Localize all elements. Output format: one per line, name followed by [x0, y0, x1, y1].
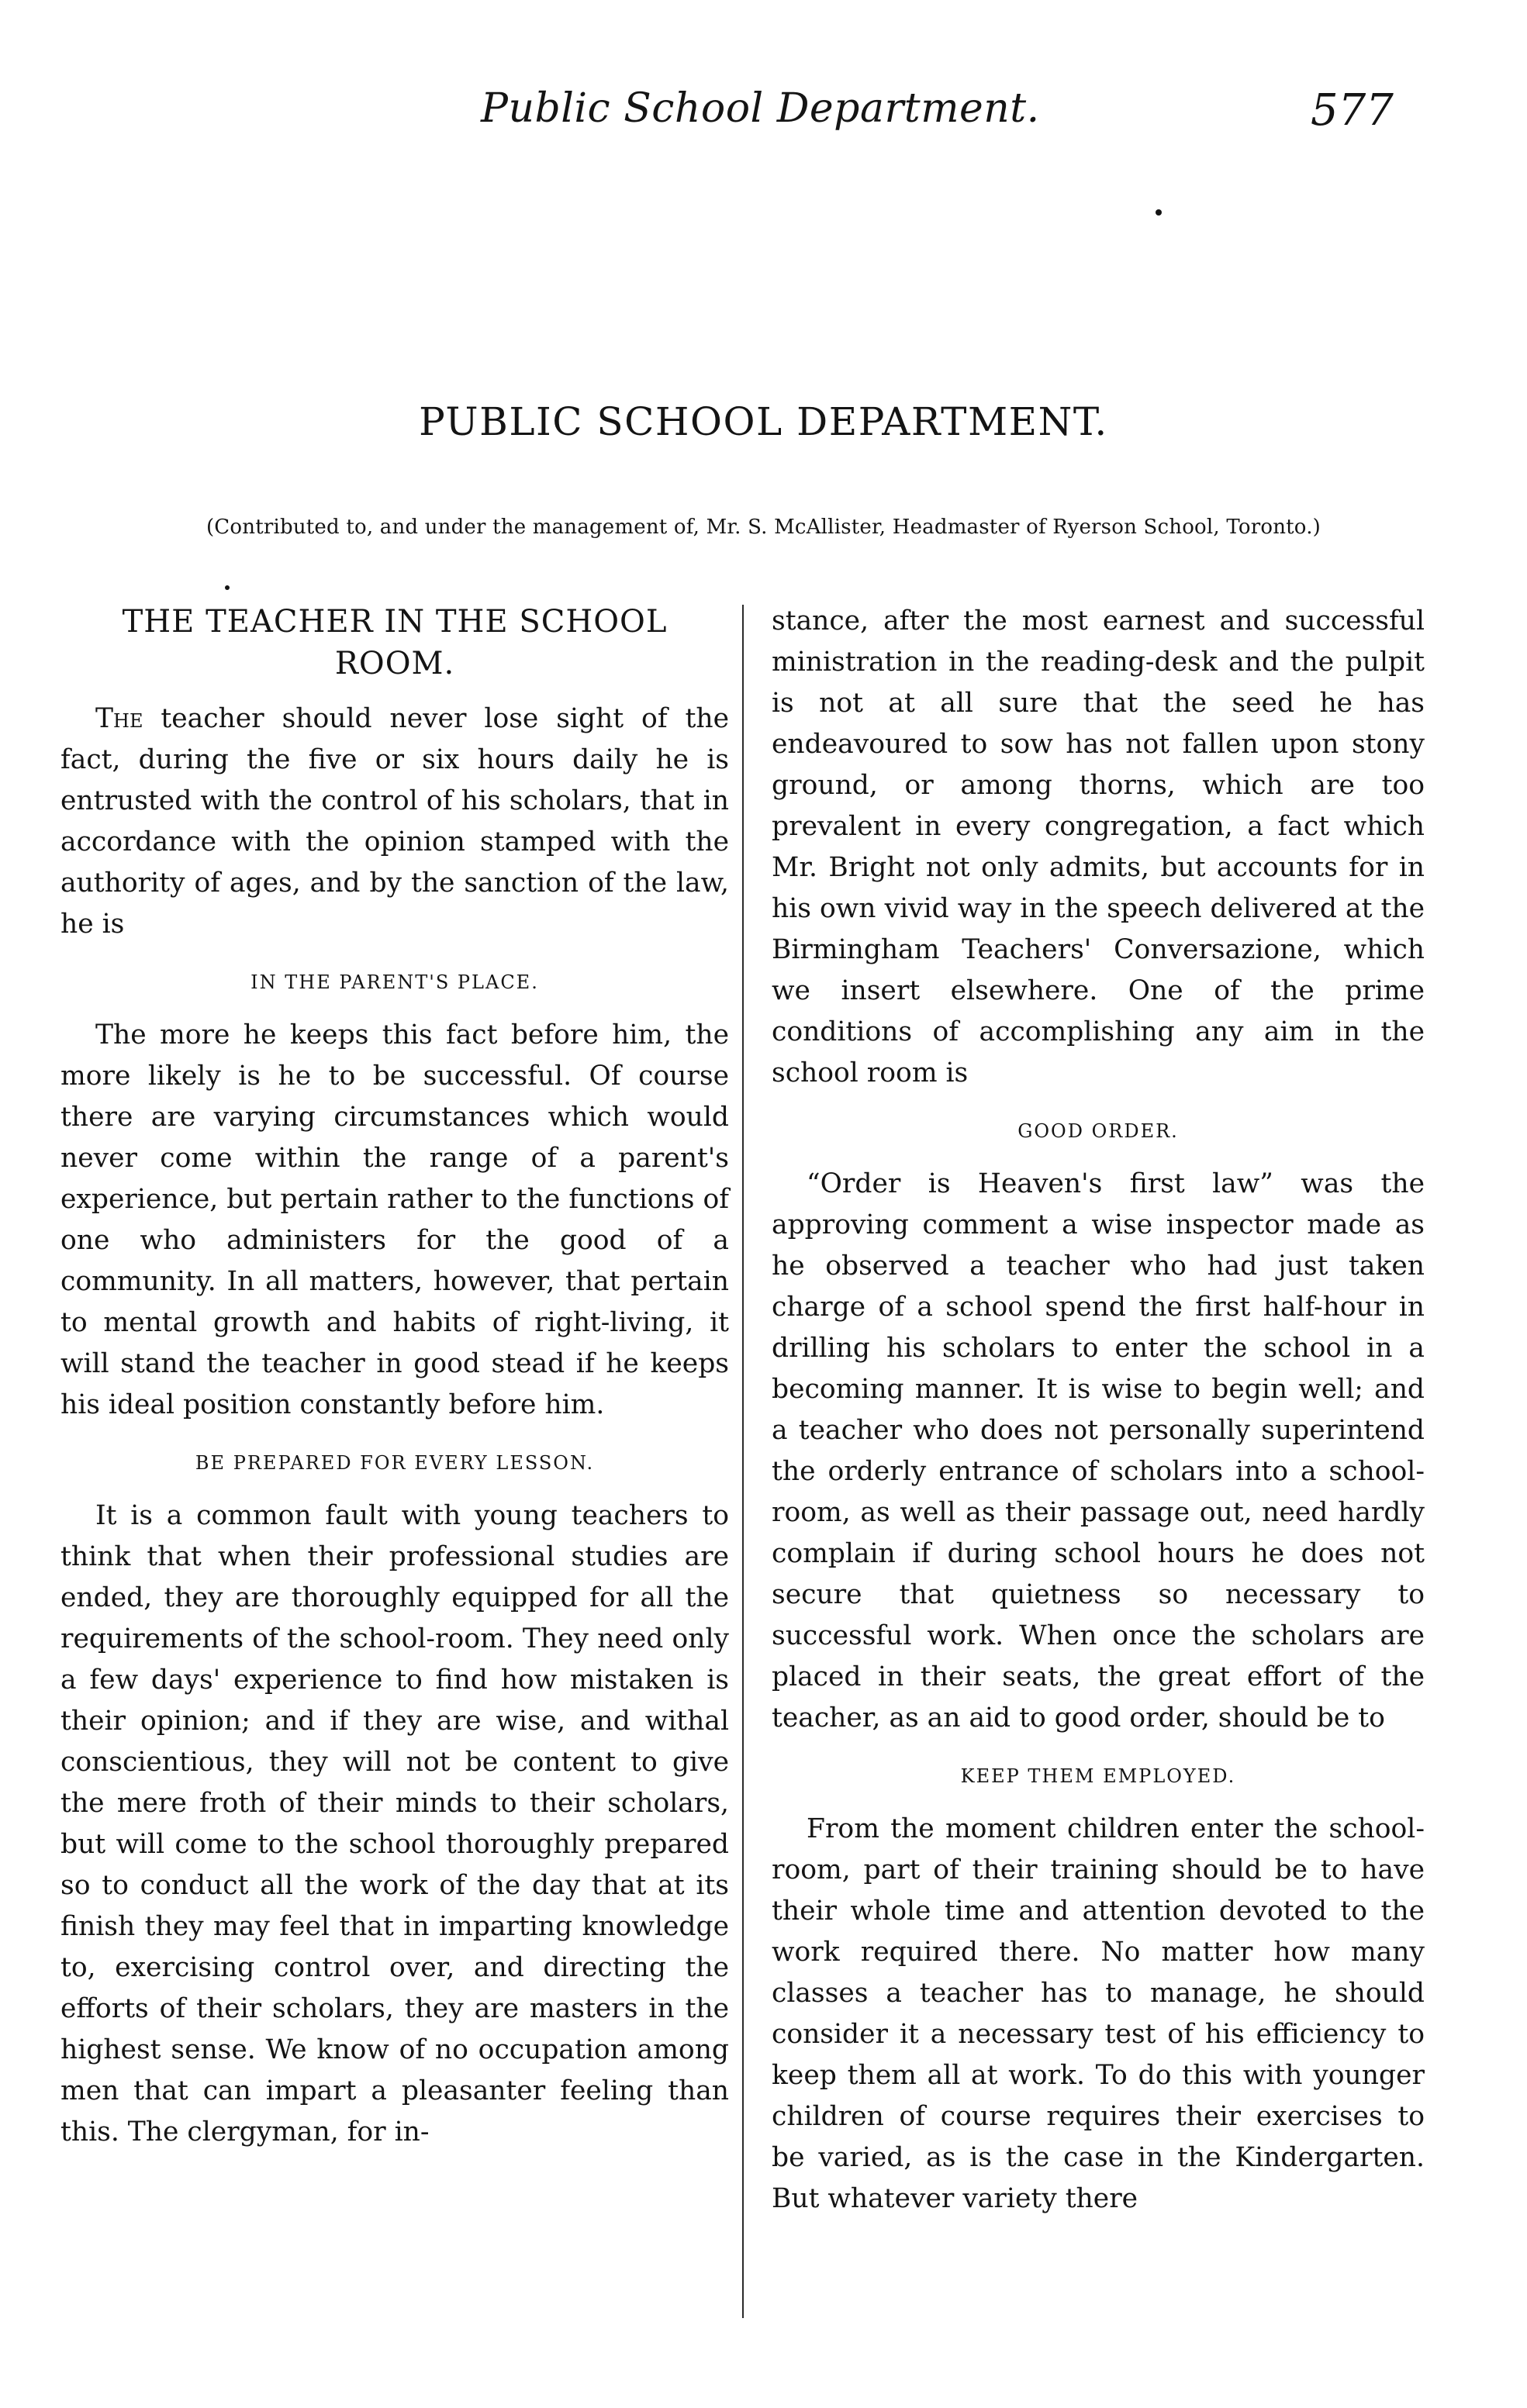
paragraph	[60, 699, 729, 945]
paragraph: “Order is Heaven's first law” was the approving comment a wise inspector made as he observed a teacher who had just taken charge of a school spend the first half-hour in drilling his scholars to enter the school in a becoming manner. It is wise to begin well; and a teacher who does not personally superintend the orderly entrance of scholars into a school-room, as well as their passage out, need hardly complain if during school hours he does not secure that quietness so necessary to successful work. When once the scholars are placed in their seats, the great effort of the teacher, as an aid to good order, should be to	[772, 1168, 1425, 1734]
right-column	[772, 601, 1425, 2220]
department-title: PUBLIC SCHOOL DEPARTMENT.	[419, 399, 1108, 444]
print-speck	[1156, 209, 1162, 216]
paragraph: From the moment children enter the school-room, part of their training should be to have their whole time and attention devoted to the work required there. No matter how many classes a teacher has to manage, he should consider it a necessary test of his efficiency to keep them all at work. To do this with younger children of course requires their exercises to be varied, as is the case in the Kindergarten. But whatever variety there	[772, 1813, 1425, 2214]
section-subhead: KEEP THEM EMPLOYED.	[960, 1765, 1236, 1787]
paragraph: stance, after the most earnest and successful ministration in the reading-desk and the pulpit is not at all sure that the seed he has endeavoured to sow has not fallen upon stony ground, or among thorns, which are too prevalent in every congregation, a fact which Mr. Bright not only admits, but accounts for in his own vivid way in the speech delivered at the Birmingham Teachers' Conversazione, which we insert elsewhere. One of the prime conditions of accomplishing any aim in the school room is	[772, 605, 1425, 1088]
left-column	[60, 601, 729, 2153]
paragraph: The more he keeps this fact before him, the more likely is he to be successful. Of course there are varying circumstances which would never come within the range of a parent's experience, but pertain rather to the functions of one who administers for the good of a community. In all matters, however, that pertain to mental growth and habits of right-living, it will stand the teacher in good stead if he keeps his ideal position constantly before him.	[60, 1019, 729, 1420]
paragraph-text: teacher should never lose sight of the fact, during the five or six hours daily he is entrusted with the control of his scholars, that in accordance with the opinion stamped with the authority of ages, and by the sanction of the law, he is	[60, 703, 729, 940]
section-subhead: IN THE PARENT'S PLACE.	[250, 971, 539, 993]
paragraph: It is a common fault with young teachers to think that when their professional studies are ended, they are thoroughly equipped for all the requirements of the school-room. They need only a few days' experience to find how mistaken is their opinion; and if they are wise, and withal conscientious, they will not be content to give the mere froth of their minds to their scholars, but will come to the school thoroughly prepared so to conduct all the work of the day that at its finish they may feel that in imparting knowledge to, exercising control over, and directing the efforts of their scholars, they are masters in the highest sense. We know of no occupation among men that can impart a pleasanter feeling than this. The clergyman, for in-	[60, 1500, 729, 2148]
contribution-note: (Contributed to, and under the management of, Mr. S. McAllister, Headmaster of Ryerson School, Toronto.)	[206, 516, 1321, 539]
article-title: THE TEACHER IN THE SCHOOL ROOM.	[122, 604, 668, 681]
section-subhead: GOOD ORDER.	[1017, 1120, 1179, 1142]
running-head	[0, 85, 1527, 147]
print-speck	[225, 585, 230, 590]
section-subhead: BE PREPARED FOR EVERY LESSON.	[195, 1452, 595, 1474]
page-number: 577	[1311, 85, 1394, 136]
running-title: Public School Department.	[481, 85, 1040, 132]
column-rule	[742, 605, 744, 2318]
drop-lead-word: The	[95, 703, 143, 734]
